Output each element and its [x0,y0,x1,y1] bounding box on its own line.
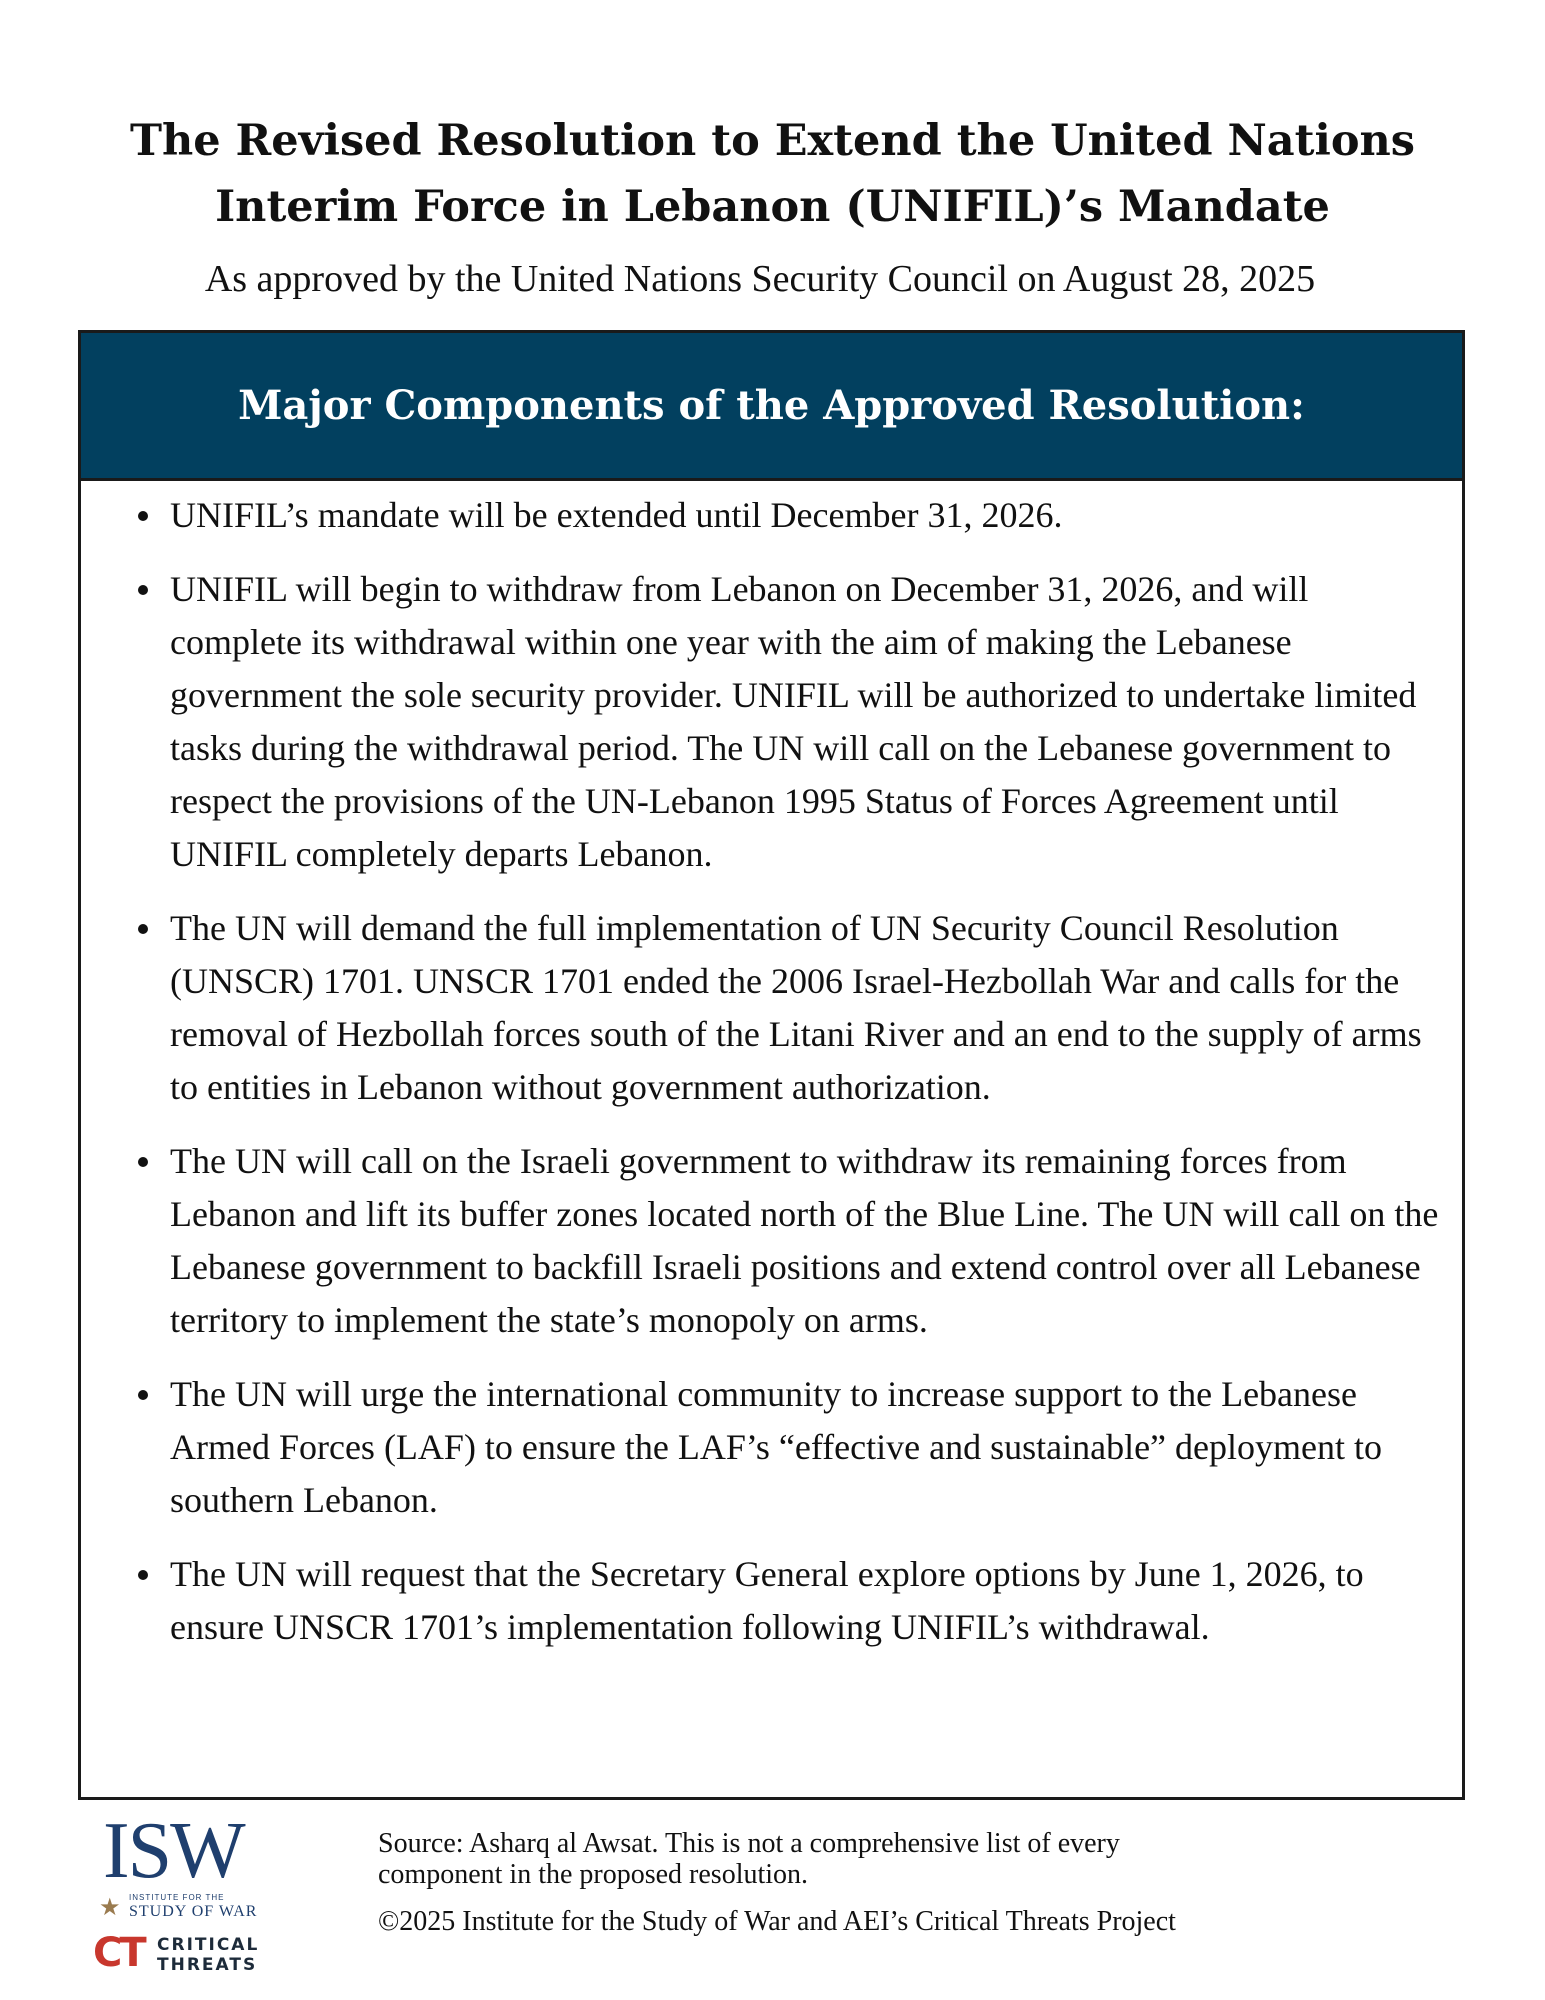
page-subtitle: As approved by the United Nations Security Council on August 28, 2025 [204,258,1316,300]
isw-logo [93,1807,283,1921]
bullet-icon [138,1157,148,1167]
ct-logo-word-2: THREATS [157,1955,258,1975]
source-line-1: Source: Asharq al Awsat. This is not a comprehensive list of every [378,1828,1120,1859]
isw-logo-sub2: STUDY OF WAR [129,1903,258,1920]
source-note [378,1828,1498,1890]
components-heading: Major Components of the Approved Resolution: [238,382,1305,429]
bullet-icon [138,1390,148,1400]
list-item [81,1135,1462,1347]
isw-logo-letters: ISW [103,1807,244,1895]
components-box [78,330,1465,1800]
components-list [81,489,1462,1675]
bullet-icon [138,1570,148,1580]
star-icon: ★ [99,1893,121,1921]
ct-logo-letters: CT [93,1930,144,1976]
components-heading-bar [81,333,1462,481]
list-item-text: UNIFIL’s mandate will be extended until December 31, 2026. [170,495,1063,535]
list-item-text: The UN will demand the full implementation of UN Security Council Resolution (UNSCR) 1701. UNSCR 1701 ended the 2006 Israel-Hezbollah War and calls for the removal of Hezbollah forces south of the Litani River and an end to the supply of arms to entities in Lebanon without government authorization. [170,908,1422,1107]
list-item [81,563,1462,881]
footer-logos [93,1807,293,1980]
list-item [81,1548,1462,1654]
bullet-icon [138,511,148,521]
bullet-icon [138,924,148,934]
list-item [81,1368,1462,1527]
source-line-2: component in the proposed resolution. [378,1859,809,1890]
copyright: ©2025 Institute for the Study of War and AEI’s Critical Threats Project [378,1906,1176,1937]
list-item-text: The UN will call on the Israeli government to withdraw its remaining forces from Lebanon and lift its buffer zones located north of the Blue Line. The UN will call on the Lebanese government to backfill Israeli positions and extend control over all Lebanese territory to implement the state’s monopoly on arms. [170,1141,1439,1340]
page-title [0,108,1545,240]
list-item-text: UNIFIL will begin to withdraw from Lebanon on December 31, 2026, and will complete its withdrawal within one year with the aim of making the Lebanese government the sole security provider. UNIFIL will be authorized to undertake limited tasks during the withdrawal period. The UN will call on the Lebanese government to respect the provisions of the UN-Lebanon 1995 Status of Forces Agreement until UNIFIL completely departs Lebanon. [170,569,1417,874]
critical-threats-logo [93,1931,293,1977]
title-line-2: Interim Force in Lebanon (UNIFIL)’s Mandate [215,182,1330,232]
list-item-text: The UN will urge the international community to increase support to the Lebanese Armed Forces (LAF) to ensure the LAF’s “effective and sustainable” deployment to southern Lebanon. [170,1374,1382,1520]
list-item [81,902,1462,1114]
list-item [81,489,1462,542]
title-line-1: The Revised Resolution to Extend the United Nations [129,116,1416,166]
ct-logo-words [157,1935,259,1975]
ct-logo-word-1: CRITICAL [157,1935,260,1955]
bullet-icon [138,585,148,595]
isw-logo-sub1: INSTITUTE FOR THE [129,1893,225,1902]
list-item-text: The UN will request that the Secretary General explore options by June 1, 2026, to ensure UNSCR 1701’s implementation following UNIFIL’s withdrawal. [170,1554,1364,1647]
